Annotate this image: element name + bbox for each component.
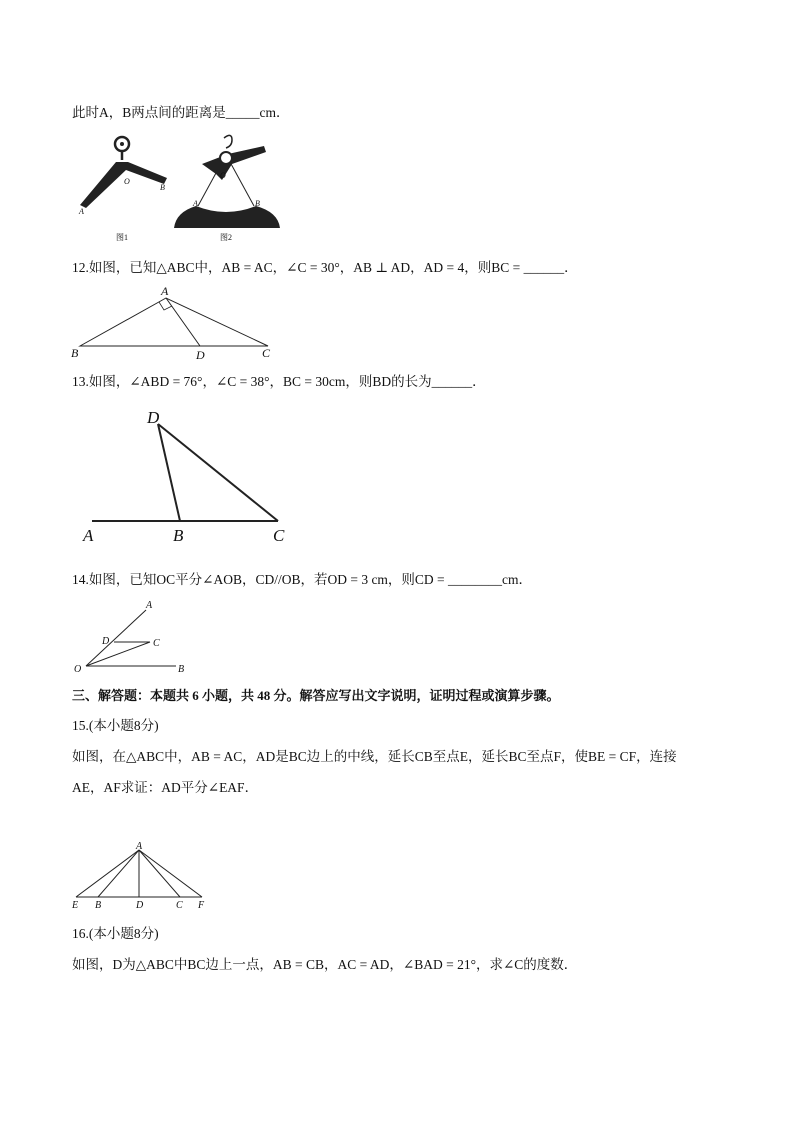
fig2-label-b: B <box>255 199 260 208</box>
q15-label-a: A <box>136 841 143 852</box>
q14-label-d: D <box>102 636 110 647</box>
q15-label-f: F <box>198 900 205 911</box>
hanger-figure-2 <box>174 135 280 242</box>
q12-text: 12.如图，已知△ABC中，AB = AC，∠C = 30°，AB ⊥ AD，AD = 4，则BC = ______． <box>72 260 578 275</box>
q13-text: 13.如图，∠ABD = 76°，∠C = 38°，BC = 30cm，则BD的长为______． <box>72 374 486 389</box>
fig2-label-o: O <box>220 171 226 180</box>
q15-label-b: B <box>95 900 102 911</box>
q14-label-b: B <box>178 664 185 675</box>
fig1-label-a: A <box>79 207 84 216</box>
q15-label-e: E <box>72 900 79 911</box>
fig2-caption: 图2 <box>220 233 232 242</box>
section-heading: 三、解答题：本题共 6 小题，共 48 分。解答应写出文字说明，证明过程或演算步骤。 <box>72 688 560 703</box>
q13-triangle-figure <box>78 402 298 547</box>
q15-label-d: D <box>136 900 144 911</box>
q16-text: 如图，D为△ABC中BC边上一点，AB = CB，AC = AD，∠BAD = 21°，求∠C的度数． <box>72 957 578 972</box>
q14-text: 14.如图，已知OC平分∠AOB，CD//OB，若OD = 3 cm，则CD = ________cm． <box>72 572 533 587</box>
q12-label-a: A <box>161 284 169 298</box>
q13-label-a: A <box>83 526 94 545</box>
q11-answer-line: 此时A，B两点间的距离是_____cm． <box>72 105 290 120</box>
q13-label-c: C <box>273 526 285 545</box>
fig1-caption: 图1 <box>116 233 128 242</box>
q15-number: 15.(本小题8分) <box>72 718 159 733</box>
q15-line-2: AE，AF求证：AD平分∠EAF． <box>72 780 259 795</box>
q12-triangle-figure <box>68 282 288 362</box>
fig1-label-b: B <box>160 183 165 192</box>
q15-triangle-figure <box>68 838 218 914</box>
q15-label-c: C <box>176 900 183 911</box>
q12-label-c: C <box>262 346 271 360</box>
q14-label-a: A <box>146 600 153 611</box>
hanger-figures <box>72 132 282 247</box>
q15-line-1: 如图，在△ABC中，AB = AC，AD是BC边上的中线，延长CB至点E，延长BC至点F，使BE = CF，连接 <box>72 749 677 764</box>
q13-label-d: D <box>147 408 160 427</box>
q16-number: 16.(本小题8分) <box>72 926 159 941</box>
q12-label-b: B <box>71 346 79 360</box>
fig2-label-a: A <box>193 199 198 208</box>
q13-label-b: B <box>173 526 184 545</box>
fig1-label-o: O <box>124 177 130 186</box>
hanger-figure-1 <box>78 137 167 242</box>
q14-label-o: O <box>74 664 82 675</box>
q14-label-c: C <box>153 638 160 649</box>
q12-label-d: D <box>196 348 205 362</box>
q14-angle-figure <box>72 596 202 678</box>
